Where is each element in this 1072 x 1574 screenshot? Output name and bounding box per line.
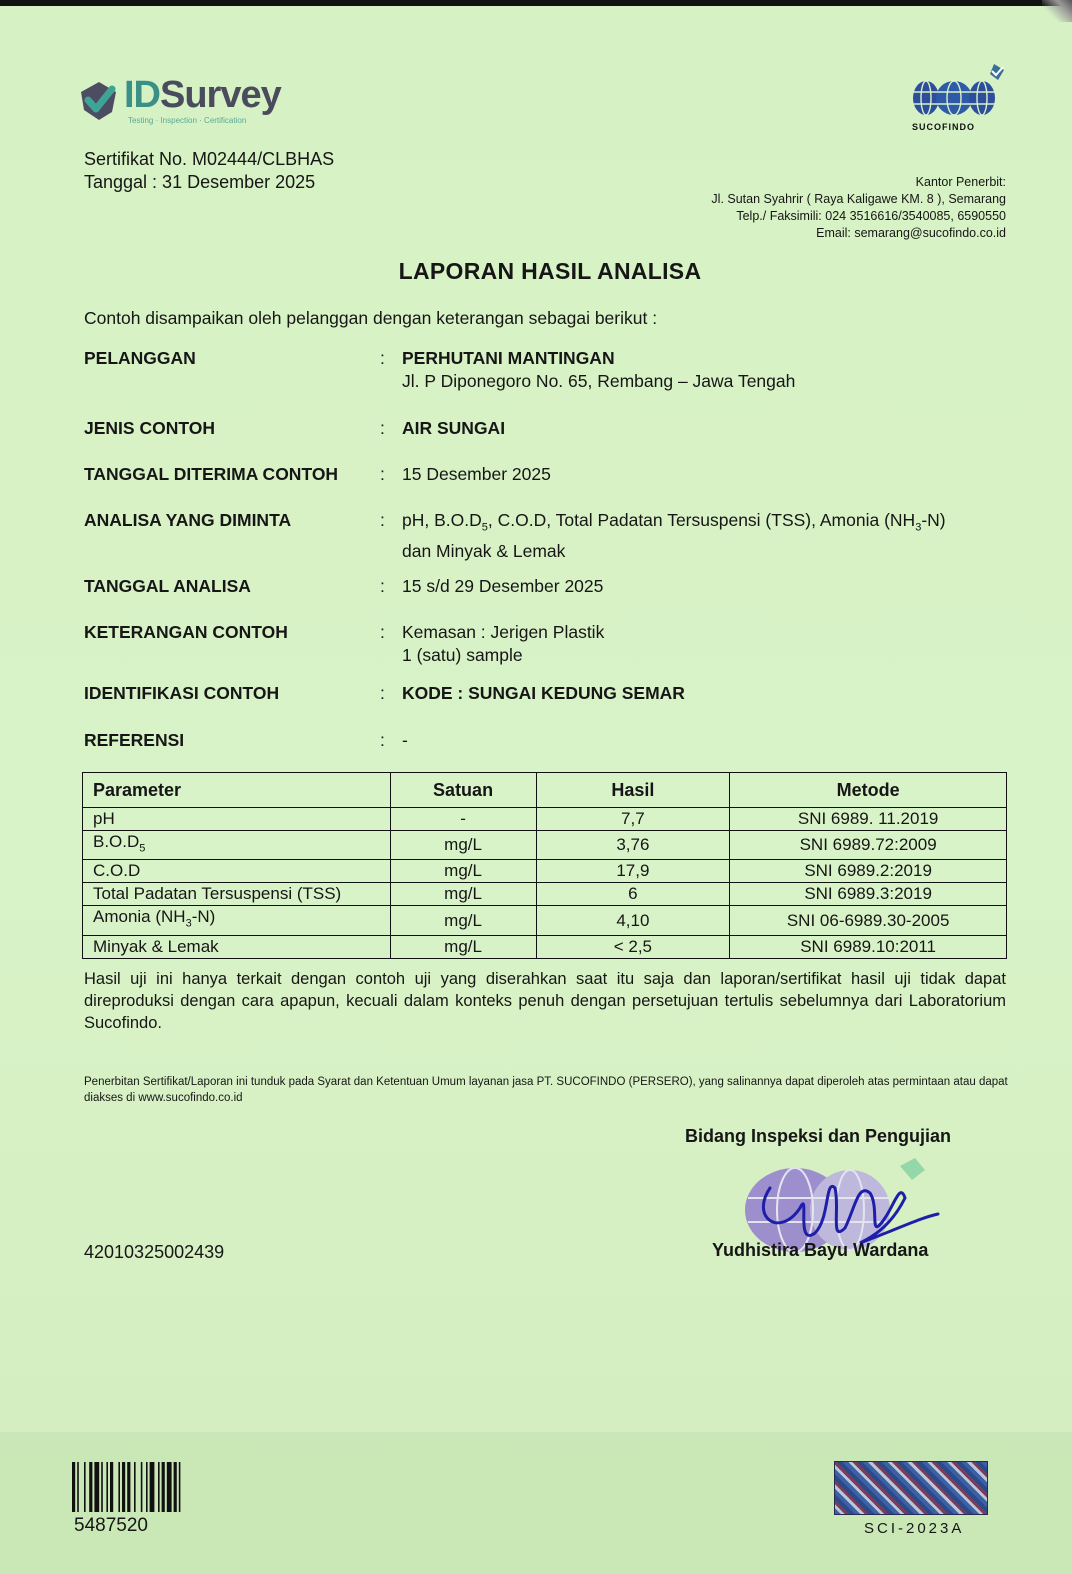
idsurvey-logo <box>76 72 306 132</box>
barcode-bar <box>146 1462 148 1512</box>
field-label: IDENTIFIKASI CONTOH <box>84 683 280 703</box>
field-label: ANALISA YANG DIMINTA <box>84 510 292 530</box>
terms-fine-print: Penerbitan Sertifikat/Laporan ini tunduk pada Syarat dan Ketentuan Umum layanan jasa PT. SUCOFINDO (PERSERO), yang salinannya dapat diperoleh atas permintaan atau dapat diakses di www.sucofindo.co.id <box>84 1076 1008 1104</box>
barcode-number: 5487520 <box>74 1515 148 1536</box>
barcode <box>72 1462 226 1512</box>
cell-parameter <box>83 831 391 860</box>
security-hologram <box>834 1461 988 1515</box>
field-colon: : <box>380 418 385 438</box>
analysis-line-2: dan Minyak & Lemak <box>402 540 566 561</box>
analysis-line-1 <box>402 509 1012 540</box>
cell-metode: SNI 06-6989.30-2005 <box>730 906 1007 935</box>
analysis-text: -N) <box>921 510 946 530</box>
cell-satuan: - <box>390 808 536 831</box>
field-colon: : <box>380 730 385 750</box>
field-colon: : <box>380 576 385 596</box>
subscript: 3 <box>915 521 922 534</box>
brand-prefix: ID <box>124 74 160 116</box>
param-text: B.O.D <box>93 832 140 851</box>
security-code: SCI-2023A <box>864 1520 965 1537</box>
table-row <box>83 808 1007 831</box>
brand-wordmark <box>124 74 281 117</box>
barcode-bar <box>134 1462 136 1512</box>
analysis-text: , C.O.D, Total Padatan Tersuspensi (TSS), Amonia (NH <box>487 510 916 530</box>
table-row <box>83 860 1007 883</box>
header-satuan: Satuan <box>390 773 536 808</box>
results-table <box>82 772 1007 959</box>
sucofindo-wordmark: SUCOFINDO <box>912 122 975 132</box>
cell-parameter: Minyak & Lemak <box>83 935 391 958</box>
table-row <box>83 831 1007 860</box>
subscript: 5 <box>139 842 146 855</box>
header-metode: Metode <box>730 773 1007 808</box>
field-value <box>402 347 1012 393</box>
field-value: KODE : SUNGAI KEDUNG SEMAR <box>402 683 685 703</box>
disclaimer-text: Hasil uji ini hanya terkait dengan contoh uji yang diserahkan saat itu saja dan laporan/sertifikat hasil uji tidak dapat direproduksi dengan cara apapun, kecuali dalam konteks penuh dengan persetujuan tertulis sebelumnya dari Laboratorium Sucofindo. <box>84 970 1006 1032</box>
packaging: Kemasan : Jerigen Plastik <box>402 622 605 642</box>
cell-metode: SNI 6989.72:2009 <box>730 831 1007 860</box>
table-row <box>83 935 1007 958</box>
cell-hasil: 7,7 <box>536 808 730 831</box>
field-value <box>402 509 1012 563</box>
intro-text: Contoh disampaikan oleh pelanggan dengan keterangan sebagai berikut : <box>84 308 658 328</box>
barcode-bar <box>167 1462 172 1512</box>
customer-name: PERHUTANI MANTINGAN <box>402 348 615 368</box>
barcode-bar <box>84 1462 86 1512</box>
sample-count: 1 (satu) sample <box>402 645 523 665</box>
cell-satuan: mg/L <box>390 935 536 958</box>
cell-satuan: mg/L <box>390 906 536 935</box>
barcode-bar <box>141 1462 143 1512</box>
issuing-office <box>711 174 1006 242</box>
subscript: 5 <box>481 521 488 534</box>
cell-metode: SNI 6989.10:2011 <box>730 935 1007 958</box>
cell-parameter: pH <box>83 808 391 831</box>
globe-icon <box>910 60 1010 120</box>
sucofindo-logo <box>910 60 1010 135</box>
field-colon: : <box>380 622 385 642</box>
table-row <box>83 906 1007 935</box>
field-label: REFERENSI <box>84 730 185 750</box>
certificate-info <box>84 148 334 194</box>
scan-top-edge <box>0 0 1072 6</box>
barcode-bar <box>162 1462 165 1512</box>
barcode-bar <box>158 1462 160 1512</box>
field-label: KETERANGAN CONTOH <box>84 622 288 642</box>
field-label: TANGGAL DITERIMA CONTOH <box>84 464 339 484</box>
field-label: TANGGAL ANALISA <box>84 576 251 596</box>
cell-hasil: 3,76 <box>536 831 730 860</box>
barcode-bar <box>94 1462 99 1512</box>
analysis-text: pH, B.O.D <box>402 510 482 530</box>
office-title: Kantor Penerbit: <box>915 175 1006 189</box>
field-value: AIR SUNGAI <box>402 418 506 438</box>
barcode-bar <box>150 1462 155 1512</box>
cell-metode: SNI 6989. 11.2019 <box>730 808 1007 831</box>
field-value: - <box>402 730 408 750</box>
document-number: 42010325002439 <box>84 1242 225 1262</box>
barcode-bar <box>101 1462 103 1512</box>
office-address: Jl. Sutan Syahrir ( Raya Kaligawe KM. 8 ), Semarang <box>711 192 1006 206</box>
cell-satuan: mg/L <box>390 860 536 883</box>
cell-satuan: mg/L <box>390 831 536 860</box>
cell-metode: SNI 6989.3:2019 <box>730 883 1007 906</box>
signature-department: Bidang Inspeksi dan Pengujian <box>685 1126 952 1146</box>
field-label: PELANGGAN <box>84 348 196 368</box>
scan-corner <box>1042 0 1072 22</box>
field-colon: : <box>380 464 385 484</box>
field-value: 15 Desember 2025 <box>402 464 551 484</box>
certificate-date: Tanggal : 31 Desember 2025 <box>84 172 316 192</box>
field-colon: : <box>380 683 385 703</box>
brand-suffix: Survey <box>160 74 281 116</box>
cell-parameter <box>83 906 391 935</box>
cell-parameter: Total Padatan Tersuspensi (TSS) <box>83 883 391 906</box>
barcode-bar <box>122 1462 125 1512</box>
brand-tagline: Testing · Inspection · Certification <box>128 116 247 125</box>
barcode-bar <box>118 1462 120 1512</box>
barcode-bar <box>110 1462 113 1512</box>
barcode-bar <box>89 1462 92 1512</box>
office-phone: Telp./ Faksimili: 024 3516616/3540085, 6590550 <box>736 209 1006 223</box>
cell-satuan: mg/L <box>390 883 536 906</box>
cell-parameter: C.O.D <box>83 860 391 883</box>
certificate-number: Sertifikat No. M02444/CLBHAS <box>84 149 335 169</box>
signer-name: Yudhistira Bayu Wardana <box>712 1240 929 1260</box>
customer-address: Jl. P Diponegoro No. 65, Rembang – Jawa Tengah <box>402 371 796 391</box>
cell-hasil: < 2,5 <box>536 935 730 958</box>
check-shield-icon <box>76 78 122 124</box>
barcode-bar <box>127 1462 130 1512</box>
field-value: 15 s/d 29 Desember 2025 <box>402 576 604 596</box>
table-row <box>83 883 1007 906</box>
field-colon: : <box>380 348 385 368</box>
subscript: 3 <box>185 917 192 930</box>
cell-hasil: 4,10 <box>536 906 730 935</box>
header-parameter: Parameter <box>83 773 391 808</box>
cell-metode: SNI 6989.2:2019 <box>730 860 1007 883</box>
field-value <box>402 621 1012 667</box>
param-text: -N) <box>191 907 216 927</box>
table-header-row <box>83 773 1007 808</box>
cell-hasil: 17,9 <box>536 860 730 883</box>
barcode-bar <box>179 1462 181 1512</box>
barcode-bar <box>72 1462 75 1512</box>
param-text: Amonia (NH <box>93 907 186 927</box>
cell-hasil: 6 <box>536 883 730 906</box>
field-label: JENIS CONTOH <box>84 418 215 438</box>
office-email: Email: semarang@sucofindo.co.id <box>816 226 1006 240</box>
report-title: LAPORAN HASIL ANALISA <box>398 258 702 284</box>
barcode-bar <box>174 1462 177 1512</box>
header-hasil: Hasil <box>536 773 730 808</box>
barcode-bar <box>77 1462 79 1512</box>
field-colon: : <box>380 510 385 530</box>
barcode-bar <box>106 1462 108 1512</box>
